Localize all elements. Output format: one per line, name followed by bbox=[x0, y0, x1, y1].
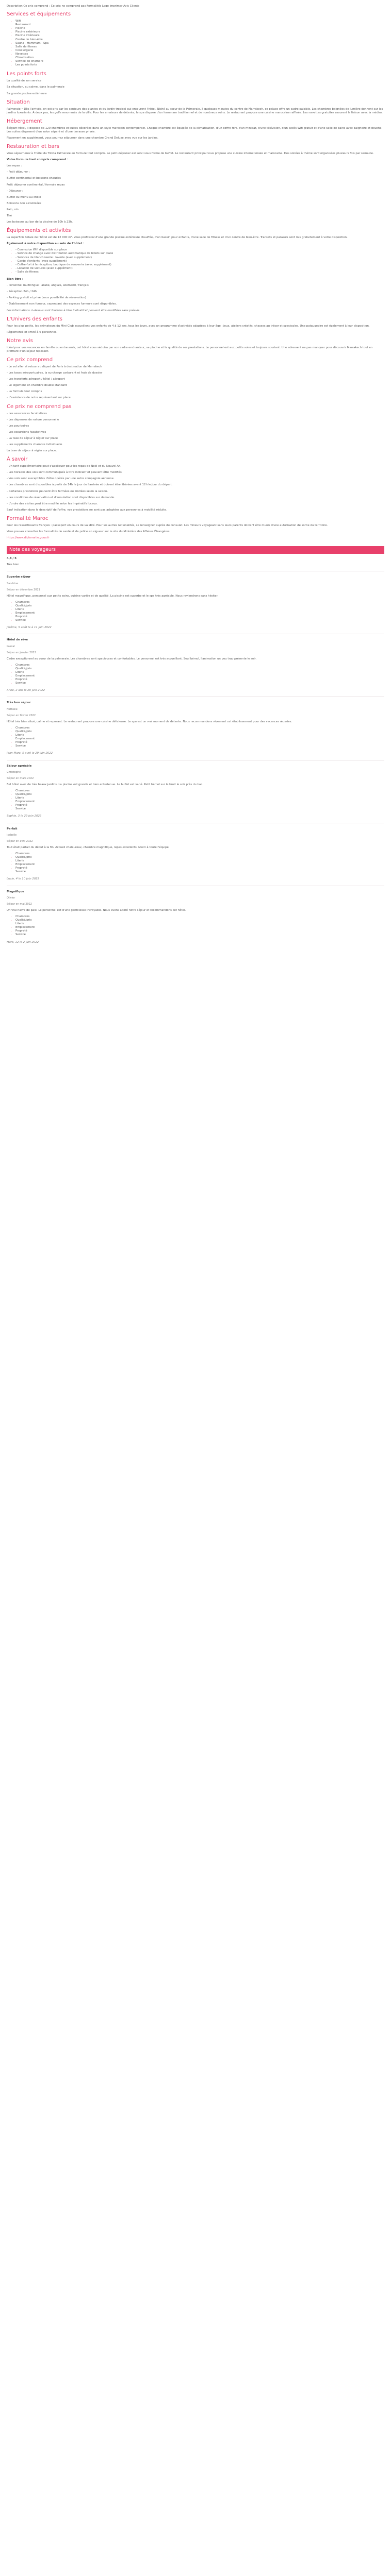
reviews-list bbox=[7, 571, 384, 944]
criterion-label: Propreté bbox=[15, 678, 27, 682]
criterion-item bbox=[15, 671, 384, 674]
list-item: - Les chambres sont disponibles à partir de 14h le jour de l'arrivée et doivent être libérées avant 12h le jour du départ. bbox=[7, 483, 173, 487]
list-item: - Petit déjeuner : bbox=[7, 171, 30, 174]
review-criteria bbox=[7, 789, 384, 811]
criterion-item bbox=[15, 674, 384, 678]
criterion-label: Propreté bbox=[15, 929, 27, 933]
list-item: Pain, vin bbox=[7, 208, 19, 211]
formalites-heading: Formalité Maroc bbox=[7, 515, 48, 521]
criterion-label: Qualité/prix bbox=[15, 919, 32, 922]
criterion-label: Qualité/prix bbox=[15, 856, 32, 859]
criterion-item bbox=[15, 922, 384, 926]
criterion-item bbox=[15, 744, 384, 748]
bar-text: Les boissons au bar de la piscine de 10h à 23h. bbox=[7, 221, 73, 224]
criterion-label: Emplacement bbox=[15, 863, 35, 867]
criterion-item bbox=[15, 730, 384, 734]
formalites-text-2: Vous pouvez consulter les formalités de santé et de police en vigueur sur le site du Ministère des Affaires Étrangères. bbox=[7, 530, 171, 534]
criterion-label: Service bbox=[15, 807, 26, 811]
list-item: - Vos vols sont susceptibles d'être opérés par une autre compagnie aérienne. bbox=[7, 477, 115, 481]
criterion-label: Literie bbox=[15, 859, 24, 863]
enfants-heading: L'Univers des enfants bbox=[7, 316, 62, 322]
criterion-item bbox=[15, 793, 384, 796]
criterion-item bbox=[15, 859, 384, 863]
list-item: - Les taxes aéroportuaires, la surcharge carburant et frais de dossier bbox=[7, 371, 103, 375]
spa-heading: Bien-être : bbox=[7, 278, 24, 281]
criterion-label: Propreté bbox=[15, 804, 27, 807]
list-item: ▪ Sauna - Hammam - Spa bbox=[15, 42, 384, 45]
prix-comprend-pas-note: La taxe de séjour à régler sur place. bbox=[7, 449, 57, 453]
review-text: Bel hôtel avec de très beaux jardins. La piscine est grande et bien entretenue. Le buffet est varié. Petit bémol sur le bruit le soir près du bar. bbox=[7, 783, 203, 786]
reviews-score: 4,8 / 5 bbox=[7, 557, 17, 561]
formalites-link[interactable]: https://www.diplomatie.gouv.fr bbox=[7, 536, 50, 540]
notre-avis-heading: Notre avis bbox=[7, 337, 33, 344]
equipements-list bbox=[7, 248, 384, 274]
review-author: Nathalie bbox=[7, 707, 18, 711]
list-item: Sa grande piscine extérieure bbox=[7, 92, 47, 95]
list-item: ▪ Piscine intérieure bbox=[15, 34, 384, 38]
repas-label: Les repas : bbox=[7, 164, 22, 168]
criterion-label: Qualité/prix bbox=[15, 730, 32, 733]
criterion-item bbox=[15, 933, 384, 937]
list-item: Thé bbox=[7, 214, 12, 217]
criterion-item bbox=[15, 619, 384, 622]
criterion-item bbox=[15, 863, 384, 867]
criterion-item bbox=[15, 807, 384, 811]
review-text: Tout était parfait du début à la fin. Accueil chaleureux, chambre magnifique, repas excellents. Merci à toute l'équipe. bbox=[7, 845, 170, 849]
criterion-label: Emplacement bbox=[15, 612, 35, 615]
review-criteria bbox=[7, 915, 384, 937]
formule-label: Votre formule tout compris comprend : bbox=[7, 158, 68, 162]
criterion-item bbox=[15, 870, 384, 874]
criterion-label: Chambres bbox=[15, 726, 30, 730]
list-item: - La taxe de séjour à régler sur place bbox=[7, 436, 58, 440]
criterion-label: Chambres bbox=[15, 663, 30, 667]
criterion-item bbox=[15, 682, 384, 685]
list-item: ▪ Wifi bbox=[15, 20, 384, 23]
review-rating: Marc, 12 le 2 juin 2022 bbox=[7, 940, 39, 944]
list-item: Sa situation, au calme, dans le palmeraie bbox=[7, 86, 64, 89]
criterion-item bbox=[15, 737, 384, 741]
formalites-text: Pour les ressortissants français : passeport en cours de validité. Pour les autres nationalités, se renseigner auprès du consulat. Les mineurs voyageant sans leurs parents doivent être munis d'une autorisation de sortie du territoire. bbox=[7, 523, 328, 527]
list-item: ▪ Piscine extérieure bbox=[15, 30, 384, 34]
criterion-item bbox=[15, 667, 384, 671]
list-item: - Certaines prestations peuvent être fermées ou limitées selon la saison. bbox=[7, 489, 108, 493]
criterion-item bbox=[15, 726, 384, 730]
list-item: ▪ - Salle de fitness bbox=[15, 270, 384, 274]
list-item: - Établissement non fumeur, cependant des espaces fumeurs sont disponibles. bbox=[7, 302, 117, 306]
criterion-item bbox=[15, 604, 384, 608]
equipements-list-heading: Également à votre disposition au sein de l'hôtel : bbox=[7, 242, 84, 246]
criterion-label: Literie bbox=[15, 922, 24, 926]
review-item bbox=[7, 886, 384, 944]
list-item: Petit déjeuner continental / formule repas bbox=[7, 183, 65, 187]
equipements-note: Les informations ci-dessus sont fournies à titre indicatif et peuvent être modifiées sans préavis. bbox=[7, 309, 140, 312]
review-rating: Lucie, 4 le 10 juin 2022 bbox=[7, 877, 40, 881]
criterion-label: Service bbox=[15, 682, 26, 685]
criterion-item bbox=[15, 734, 384, 737]
review-title: Hôtel de rêve bbox=[7, 638, 28, 642]
list-item: ▪ Navettes bbox=[15, 53, 384, 56]
criterion-item bbox=[15, 608, 384, 612]
criterion-label: Propreté bbox=[15, 741, 27, 744]
review-item bbox=[7, 571, 384, 630]
criterion-label: Emplacement bbox=[15, 737, 35, 741]
criterion-item bbox=[15, 852, 384, 856]
review-text: Un vrai havre de paix. Le personnel est d'une gentillesse incroyable. Nous avons adoré notre séjour et recommandons cet hôtel. bbox=[7, 908, 186, 912]
review-author: Pascal bbox=[7, 645, 15, 648]
review-criteria bbox=[7, 726, 384, 749]
list-item: - Les horaires des vols sont communiqués à titre indicatif et peuvent être modifiés. bbox=[7, 471, 123, 474]
criterion-label: Chambres bbox=[15, 852, 30, 855]
list-item: ▪ Restaurant bbox=[15, 23, 384, 27]
criterion-label: Literie bbox=[15, 671, 24, 674]
criterion-label: Chambres bbox=[15, 600, 30, 604]
list-item: - Déjeuner : bbox=[7, 189, 23, 193]
review-meta: Séjour en février 2022 bbox=[7, 714, 36, 717]
intro-text: Description Ce prix comprend : Ce prix ne comprend pas Formalités Logo Imprimer Avis Clients bbox=[7, 5, 140, 8]
review-item bbox=[7, 760, 384, 819]
review-title: Parfait bbox=[7, 827, 18, 831]
list-item: - L'assistance de notre représentant sur place bbox=[7, 396, 71, 400]
reviews-section bbox=[7, 546, 384, 944]
list-item: ▪ - Coffre-fort à la réception, boutique de souvenirs (avec supplément) bbox=[15, 263, 384, 267]
hebergement-heading: Hébergement bbox=[7, 118, 42, 124]
list-item: ▪ Les points forts bbox=[15, 63, 384, 67]
criterion-item bbox=[15, 804, 384, 807]
criterion-item bbox=[15, 915, 384, 919]
criterion-item bbox=[15, 678, 384, 682]
criterion-label: Qualité/prix bbox=[15, 792, 32, 796]
criterion-item bbox=[15, 741, 384, 744]
review-author: Isabelle bbox=[7, 833, 17, 837]
reviews-header: Note des voyageurs bbox=[7, 546, 384, 554]
review-title: Très bon séjour bbox=[7, 701, 31, 705]
list-item: ▪ - Location de voitures (avec supplément) bbox=[15, 267, 384, 270]
review-text: Hôtel magnifique, personnel aux petits soins, cuisine variée et de qualité. La piscine est superbe et le spa très agréable. Nous reviendrons sans hésiter. bbox=[7, 594, 219, 598]
list-item: La qualité de son service bbox=[7, 79, 42, 83]
review-meta: Séjour en mai 2022 bbox=[7, 902, 32, 906]
review-text: Hôtel très bien situé, calme et reposant. Le restaurant propose une cuisine délicieuse. Le spa est un vrai moment de détente. Nous recommandons vivement cet établissement pour des vacances réussies. bbox=[7, 720, 292, 723]
equipements-heading: Équipements et activités bbox=[7, 228, 71, 234]
criterion-label: Emplacement bbox=[15, 674, 35, 678]
review-author: Olivier bbox=[7, 896, 15, 900]
criterion-item bbox=[15, 856, 384, 859]
reviews-score-label: Très bien bbox=[7, 563, 20, 567]
list-item: - Les conditions de réservation et d'annulation sont disponibles sur demande. bbox=[7, 496, 115, 499]
review-meta: Séjour en décembre 2021 bbox=[7, 588, 40, 591]
notre-avis-text: Idéal pour vos vacances en famille ou entre amis, cet hôtel vous séduira par son cadre enchanteur, sa piscine et la qualité de ses prestations. Le personnel est aux petits soins et toujours souriant. Une adresse à ne pas manquer pour découvrir Marrakech tout en profitant d'un séjour reposant. bbox=[7, 346, 373, 353]
review-title: Magnifique bbox=[7, 890, 24, 893]
savoir-note: Sauf indication dans le descriptif de l'offre, vos prestations ne sont pas adaptées aux personnes à mobilité réduite. bbox=[7, 508, 167, 512]
criterion-item bbox=[15, 796, 384, 800]
review-criteria bbox=[7, 601, 384, 623]
review-title: Séjour agréable bbox=[7, 764, 32, 768]
criterion-item bbox=[15, 615, 384, 619]
review-item bbox=[7, 697, 384, 755]
criterion-label: Literie bbox=[15, 796, 24, 800]
review-item bbox=[7, 634, 384, 692]
list-item: - Le logement en chambre double standard bbox=[7, 384, 67, 387]
criterion-label: Qualité/prix bbox=[15, 667, 32, 670]
criterion-label: Service bbox=[15, 744, 26, 748]
review-text: Cadre exceptionnel au cœur de la palmeraie. Les chambres sont spacieuses et confortables. Le personnel est très accueillant. Seul bémol, l'animation un peu trop présente le soir. bbox=[7, 657, 257, 660]
criterion-label: Chambres bbox=[15, 789, 30, 792]
list-item: - Les assurances facultatives bbox=[7, 412, 47, 415]
list-item: ▪ - Services de blanchisserie : laverie (avec supplément) bbox=[15, 256, 384, 260]
savoir-heading: À savoir bbox=[7, 456, 28, 463]
list-item: ▪ Piscine bbox=[15, 27, 384, 30]
criterion-label: Literie bbox=[15, 734, 24, 737]
list-item: ▪ Service de chambre bbox=[15, 60, 384, 63]
criterion-item bbox=[15, 601, 384, 604]
list-item: - Parking gratuit et privé (sous possibilité de réservation) bbox=[7, 296, 86, 300]
review-meta: Séjour en mars 2022 bbox=[7, 776, 34, 780]
list-item: - Les excursions facultatives bbox=[7, 430, 46, 434]
equipements-text: La superficie totale de l'hôtel est de 12 000 m². Vous profiterez d'une grande piscine extérieure chauffée, d'un bassin pour enfants, d'une salle de fitness et d'un centre de bien-être. Transats et parasols sont mis gratuitement à votre disposition. bbox=[7, 236, 348, 240]
review-criteria bbox=[7, 664, 384, 686]
list-item: ▪ Climatisation bbox=[15, 56, 384, 60]
list-item: Buffet ou menu au choix bbox=[7, 195, 41, 199]
review-author: Christophe bbox=[7, 770, 21, 774]
review-rating: Anne, 2 ans le 20 juin 2022 bbox=[7, 689, 45, 692]
list-item: - Un tarif supplémentaire peut s'appliquer pour les repas de Noël et du Nouvel An. bbox=[7, 465, 122, 468]
criterion-label: Emplacement bbox=[15, 926, 35, 929]
criterion-label: Qualité/prix bbox=[15, 604, 32, 607]
prix-comprend-heading: Ce prix comprend bbox=[7, 357, 53, 363]
restauration-intro: Vous séjournerez à l'hôtel du Tikida Palmeraie en formule tout compris. Le petit-déjeuner est servi sous forme de buffet. Le restaurant principal vous propose une cuisine internationale et marocaine. Des soirées à thème sont organisées plusieurs fois par semaine. bbox=[7, 152, 374, 156]
list-item: ▪ - Connexion Wifi disponible sur place bbox=[15, 248, 384, 252]
criterion-item bbox=[15, 800, 384, 804]
review-author: Sandrine bbox=[7, 582, 19, 585]
criterion-item bbox=[15, 664, 384, 667]
list-item: Buffet continental et boissons chaudes bbox=[7, 177, 61, 180]
restauration-heading: Restauration et bars bbox=[7, 144, 59, 150]
criterion-item bbox=[15, 926, 384, 929]
review-criteria bbox=[7, 852, 384, 874]
criterion-item bbox=[15, 612, 384, 615]
situation-heading: Situation bbox=[7, 99, 30, 105]
enfants-note: Réglementé et limité à 6 personnes. bbox=[7, 330, 58, 334]
criterion-label: Service bbox=[15, 870, 26, 874]
list-item: - L'ordre des visites peut être modifié selon les impératifs locaux. bbox=[7, 502, 98, 505]
review-rating: Sophie, 3 le 29 juin 2022 bbox=[7, 815, 42, 818]
page bbox=[0, 0, 391, 944]
points-forts-heading: Les points forts bbox=[7, 71, 46, 77]
criterion-label: Emplacement bbox=[15, 800, 35, 804]
criterion-item bbox=[15, 867, 384, 870]
list-item: - Personnel multilingue : arabe, anglais, allemand, français bbox=[7, 284, 89, 287]
list-item: Boissons non alcoolisées bbox=[7, 201, 41, 205]
list-item: - Les dépenses de nature personnelle bbox=[7, 418, 59, 421]
criterion-label: Service bbox=[15, 619, 26, 622]
review-rating: Jérôme, 5 août le à 11 juin 2022 bbox=[7, 626, 52, 630]
list-item: - Les pourboires bbox=[7, 424, 29, 428]
hebergement-text-2: Placement en supplément, vous pourrez séjourner dans une chambre Grand Deluxe avec vue sur les jardins. bbox=[7, 136, 158, 140]
criterion-item bbox=[15, 929, 384, 933]
prix-comprend-pas-heading: Ce prix ne comprend pas bbox=[7, 403, 72, 410]
list-item: - La formule tout compris bbox=[7, 390, 42, 394]
review-title: Superbe séjour bbox=[7, 575, 31, 579]
list-item: - Les suppléments chambre individuelle bbox=[7, 443, 62, 446]
hebergement-text: Élégant hôtel, il dispose de 120 chambres et suites décorées dans un style marocain contemporain. Chaque chambre est équipée de la climatisation, d'un coffre-fort, d'un minibar, d'une télévision, d'un accès Wifi gratuit et d'une salle de bains avec baignoire et douche. Les suites disposent d'un salon séparé et d'une terrasse privée. bbox=[7, 126, 383, 133]
review-meta: Séjour en avril 2022 bbox=[7, 839, 33, 843]
review-item bbox=[7, 823, 384, 882]
list-item: ▪ Conciergerie bbox=[15, 49, 384, 53]
situation-text: Palmeraie • Dès l'arrivée, on est pris par les senteurs des plantes et du jardin tropical qui entourent l'hôtel. Niché au cœur de la Palmeraie, à quelques minutes du centre de Marrakech, ce palace offre un cadre paisible. Les chambres baignées de lumière donnent sur les jardins luxuriants. À deux pas, les golfs renommés de la ville. Pour les amateurs de détente, le spa dispose d'un hammam traditionnel et de nombreux soins. Le restaurant propose une cuisine marocaine raffinée. Les navettes gratuites assurent la liaison avec la médina. bbox=[7, 107, 383, 114]
list-item: ▪ Centre de bien-être bbox=[15, 38, 384, 42]
list-item: ▪ - Garde d'enfants (avec supplément) bbox=[15, 260, 384, 263]
criterion-item bbox=[15, 919, 384, 922]
review-rating: Jean-Marc, 5 avril le 29 juin 2022 bbox=[7, 752, 53, 755]
criterion-label: Propreté bbox=[15, 867, 27, 870]
criterion-label: Chambres bbox=[15, 914, 30, 918]
list-item: - Les transferts aéroport / hôtel / aéroport bbox=[7, 378, 65, 381]
review-meta: Séjour en janvier 2022 bbox=[7, 651, 36, 654]
list-item: ▪ - Service de change avec distribution automatique de billets sur place bbox=[15, 252, 384, 256]
enfants-text: Pour les plus petits, les animateurs du Mini-Club accueillent vos enfants de 4 à 12 ans, tous les jours, avec un programme d'activités adaptées à leur âge : jeux, ateliers créatifs, chasses au trésor et spectacles. Une pataugeoire est également à leur disposition. bbox=[7, 324, 370, 328]
list-item: - Réception 24h / 24h bbox=[7, 290, 37, 294]
criterion-label: Service bbox=[15, 933, 26, 937]
criterion-item bbox=[15, 789, 384, 793]
services-heading: Services et équipements bbox=[7, 11, 71, 18]
list-item: - Le vol aller et retour au départ de Paris à destination de Marrakech bbox=[7, 365, 102, 368]
services-list bbox=[7, 20, 384, 67]
criterion-label: Literie bbox=[15, 607, 24, 611]
criterion-label: Propreté bbox=[15, 615, 27, 619]
list-item: ▪ Salle de fitness bbox=[15, 45, 384, 49]
